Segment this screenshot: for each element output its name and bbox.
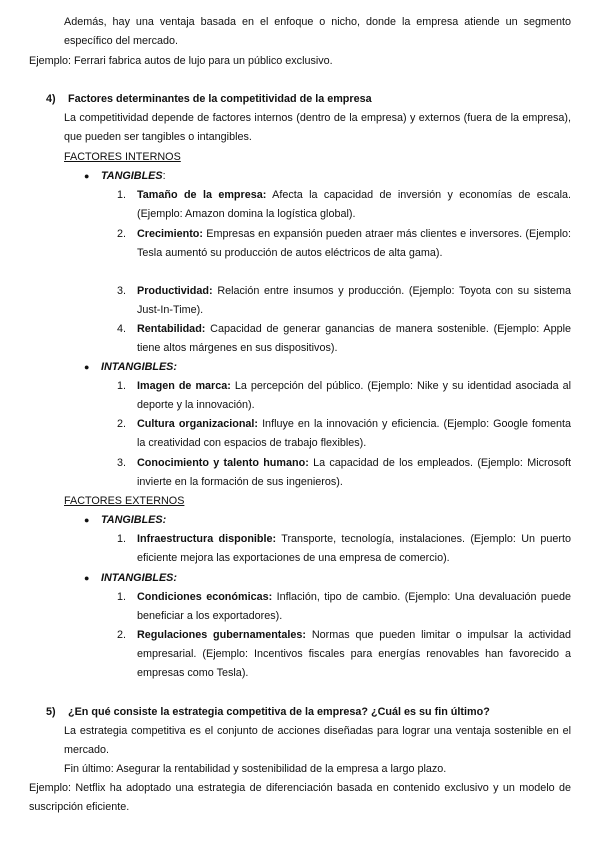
bullet-icon: ● (84, 573, 90, 583)
section-5-paragraph: La estrategia competitiva es el conjunto de acciones diseñadas para lograr una ventaja sostenible en el mercado. (64, 725, 571, 756)
section-4-title: Factores determinantes de la competitividad de la empresa (68, 93, 372, 105)
internal-intangibles-label: INTANGIBLES: (101, 361, 177, 373)
section-5-example: Ejemplo: Netflix ha adoptado una estrategia de diferenciación basada en contenido exclusivo y un modelo de suscripción eficiente. (29, 782, 571, 813)
internal-tangibles-label: TANGIBLES: (101, 170, 166, 182)
list-number: 1. (117, 591, 127, 603)
list-number: 2. (117, 418, 127, 430)
list-item: Rentabilidad: Capacidad de generar ganancias de manera sostenible. (Ejemplo: Apple tiene altos márgenes en sus dispositivos). (137, 323, 571, 354)
list-item: Regulaciones gubernamentales: Normas que pueden limitar o impulsar la actividad empresarial. (Ejemplo: Incentivos fiscales para energías renovables han favorecido a empresas como Tesla). (137, 629, 572, 679)
section-5-number: 5) (46, 706, 56, 718)
external-intangibles-label: INTANGIBLES: (101, 572, 177, 584)
section-4-paragraph: La competitividad depende de factores internos (dentro de la empresa) y externos (fuera de la empresa), que pueden ser tangibles o intangibles. (64, 112, 571, 143)
list-item: Productividad: Relación entre insumos y producción. (Ejemplo: Toyota con su sistema Just-In-Time). (137, 285, 571, 316)
bullet-icon: ● (84, 362, 90, 372)
list-number: 1. (117, 533, 127, 545)
section-5-goal: Fin último: Asegurar la rentabilidad y sostenibilidad de la empresa a largo plazo. (64, 763, 447, 775)
list-number: 1. (117, 189, 127, 201)
list-item: Condiciones económicas: Inflación, tipo de cambio. (Ejemplo: Una devaluación puede beneficiar a los exportadores). (137, 591, 571, 622)
intro-paragraph: Además, hay una ventaja basada en el enfoque o nicho, donde la empresa atiende un segmento específico del mercado. (64, 16, 571, 47)
list-number: 3. (117, 285, 127, 297)
bullet-icon: ● (84, 515, 90, 525)
list-number: 4. (117, 323, 127, 335)
bullet-icon: ● (84, 171, 90, 181)
section-4-number: 4) (46, 93, 56, 105)
list-item: Tamaño de la empresa: Afecta la capacidad de inversión y economías de escala. (Ejemplo: Amazon domina la logística global). (137, 189, 571, 220)
list-item: Imagen de marca: La percepción del público. (Ejemplo: Nike y su identidad asociada al deporte y la innovación). (137, 380, 572, 411)
list-item: Cultura organizacional: Influye en la innovación y eficiencia. (Ejemplo: Google fomenta la creatividad con espacios de trabajo flexibles). (137, 418, 572, 449)
section-5-title: ¿En qué consiste la estrategia competitiva de la empresa? ¿Cuál es su fin último? (68, 706, 490, 718)
list-number: 2. (117, 228, 127, 240)
list-item: Infraestructura disponible: Transporte, tecnología, instalaciones. (Ejemplo: Un puerto eficiente mejora las exportaciones de una empresa de comercio). (137, 533, 571, 564)
list-item: Crecimiento: Empresas en expansión pueden atraer más clientes e inversores. (Ejemplo: Tesla aumentó su producción de autos eléctricos de alta gama). (137, 228, 572, 259)
external-tangibles-label: TANGIBLES: (101, 514, 167, 526)
internal-factors-heading: FACTORES INTERNOS (64, 151, 181, 163)
list-number: 1. (117, 380, 127, 392)
intro-example: Ejemplo: Ferrari fabrica autos de lujo para un público exclusivo. (29, 55, 333, 67)
external-factors-heading: FACTORES EXTERNOS (64, 495, 185, 507)
list-number: 3. (117, 457, 127, 469)
list-number: 2. (117, 629, 127, 641)
list-item: Conocimiento y talento humano: La capacidad de los empleados. (Ejemplo: Microsoft invierte en la formación de sus ingenieros). (137, 457, 572, 488)
